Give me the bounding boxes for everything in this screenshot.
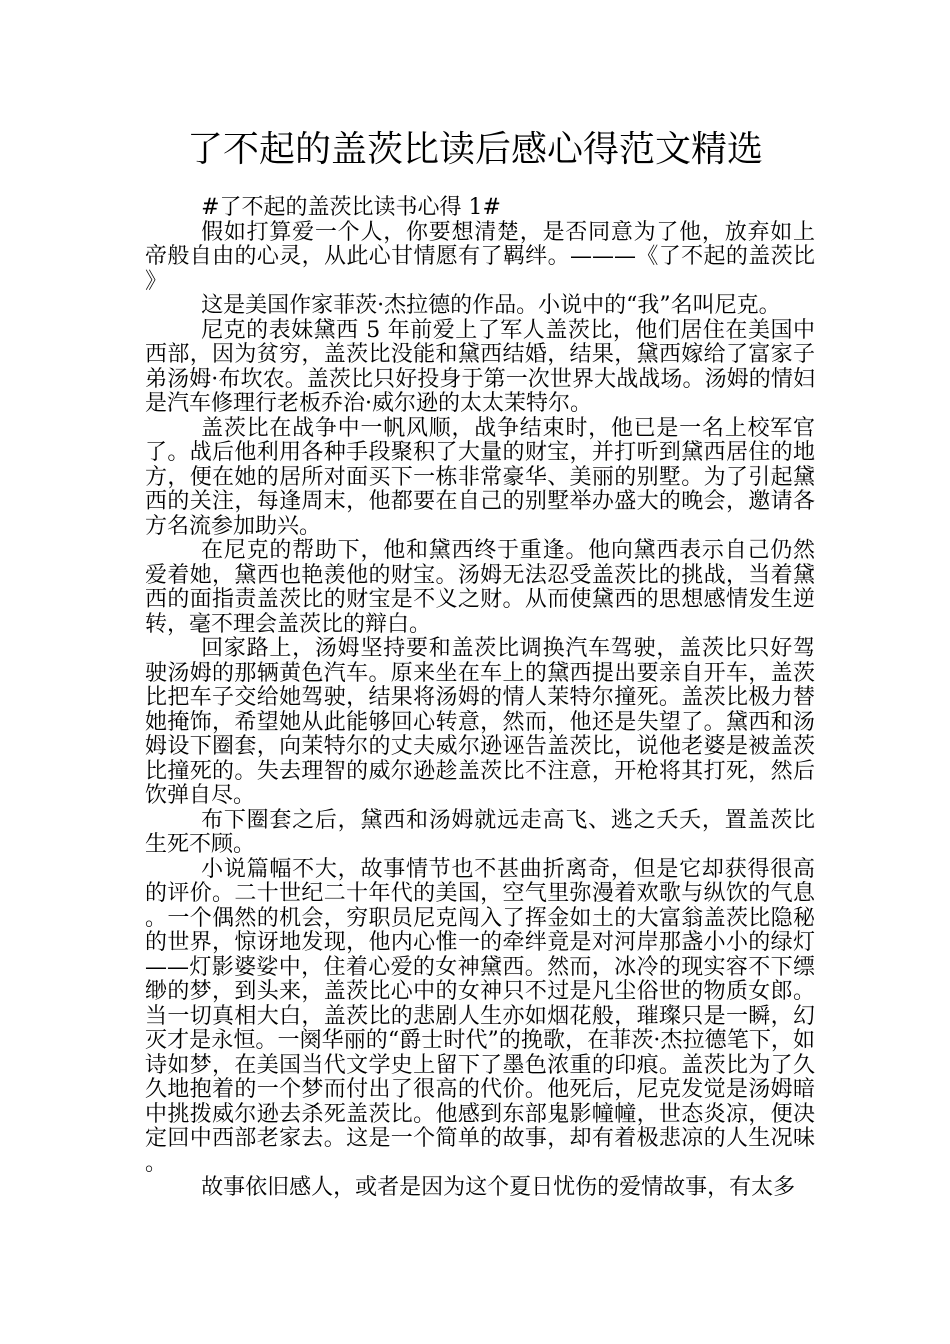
section-heading: #了不起的盖茨比读书心得 1# — [201, 195, 501, 220]
document-body — [145, 196, 815, 1201]
document-title: 了不起的盖茨比读后感心得范文精选 — [186, 129, 763, 170]
body-paragraph: 回家路上，汤姆坚持要和盖茨比调换汽车驾驶，盖茨比只好驾驶汤姆的那辆黄色汽车。原来坐在车上的黛西提出要亲自开车，盖茨比把车子交给她驾驶，结果将汤姆的情人茉特尔撞死。盖茨比极力替她掩饰，希望她从此能够回心转意，然而，他还是失望了。黛西和汤姆设下圈套，向茉特尔的丈夫威尔逊诬告盖茨比，说他老婆是被盖茨比撞死的。失去理智的威尔逊趁盖茨比不注意，开枪将其打死，然后饮弹自尽。 — [145, 636, 815, 808]
body-paragraph: 假如打算爱一个人，你要想清楚，是否同意为了他，放弃如上帝般自由的心灵，从此心甘情愿有了羁绊。———《了不起的盖茨比》 — [145, 219, 815, 294]
body-paragraph: 布下圈套之后，黛西和汤姆就远走高飞、逃之夭夭，置盖茨比生死不顾。 — [145, 807, 815, 857]
body-paragraph: 小说篇幅不大，故事情节也不甚曲折离奇，但是它却获得很高的评价。二十世纪二十年代的美国，空气里弥漫着欢歌与纵饮的气息。一个偶然的机会，穷职员尼克闯入了挥金如土的大富翁盖茨比隐秘的世界，惊讶地发现，他内心惟一的牵绊竟是对河岸那盏小小的绿灯——灯影婆娑中，住着心爱的女神黛西。然而，冰冷的现实容不下缥缈的梦，到头来，盖茨比心中的女神只不过是凡尘俗世的物质女郎。当一切真相大白，盖茨比的悲剧人生亦如烟花般，璀璨只是一瞬，幻灭才是永恒。一阕华丽的“爵士时代”的挽歌，在菲茨·杰拉德笔下，如诗如梦，在美国当代文学史上留下了墨色浓重的印痕。盖茨比为了久久地抱着的一个梦而付出了很高的代价。他死后，尼克发觉是汤姆暗中挑拨威尔逊去杀死盖茨比。他感到东部鬼影幢幢，世态炎凉，便决定回中西部老家去。这是一个简单的故事，却有着极悲凉的人生况味。 — [145, 856, 815, 1176]
body-paragraph: 尼克的表妹黛西 5 年前爱上了军人盖茨比，他们居住在美国中西部，因为贫穷，盖茨比没能和黛西结婚，结果，黛西嫁给了富家子弟汤姆·布坎农。盖茨比只好投身于第一次世界大战战场。汤姆的情妇是汽车修理行老板乔治·威尔逊的太太茉特尔。 — [145, 317, 815, 416]
body-paragraph: 盖茨比在战争中一帆风顺，战争结束时，他已是一名上校军官了。战后他利用各种手段聚积了大量的财宝，并打听到黛西居住的地方，便在她的居所对面买下一栋非常豪华、美丽的别墅。为了引起黛西的关注，每逢周末，他都要在自己的别墅举办盛大的晚会，邀请各方名流参加助兴。 — [145, 415, 815, 539]
body-paragraph: 这是美国作家菲茨·杰拉德的作品。小说中的“我”名叫尼克。 — [201, 293, 781, 318]
body-paragraph: 故事依旧感人，或者是因为这个夏日忧伤的爱情故事，有太多 — [201, 1175, 796, 1200]
body-paragraph: 在尼克的帮助下，他和黛西终于重逢。他向黛西表示自己仍然爱着她，黛西也艳羡他的财宝。汤姆无法忍受盖茨比的挑战，当着黛西的面指责盖茨比的财宝是不义之财。从而使黛西的思想感情发生逆转，毫不理会盖茨比的辩白。 — [145, 538, 815, 637]
